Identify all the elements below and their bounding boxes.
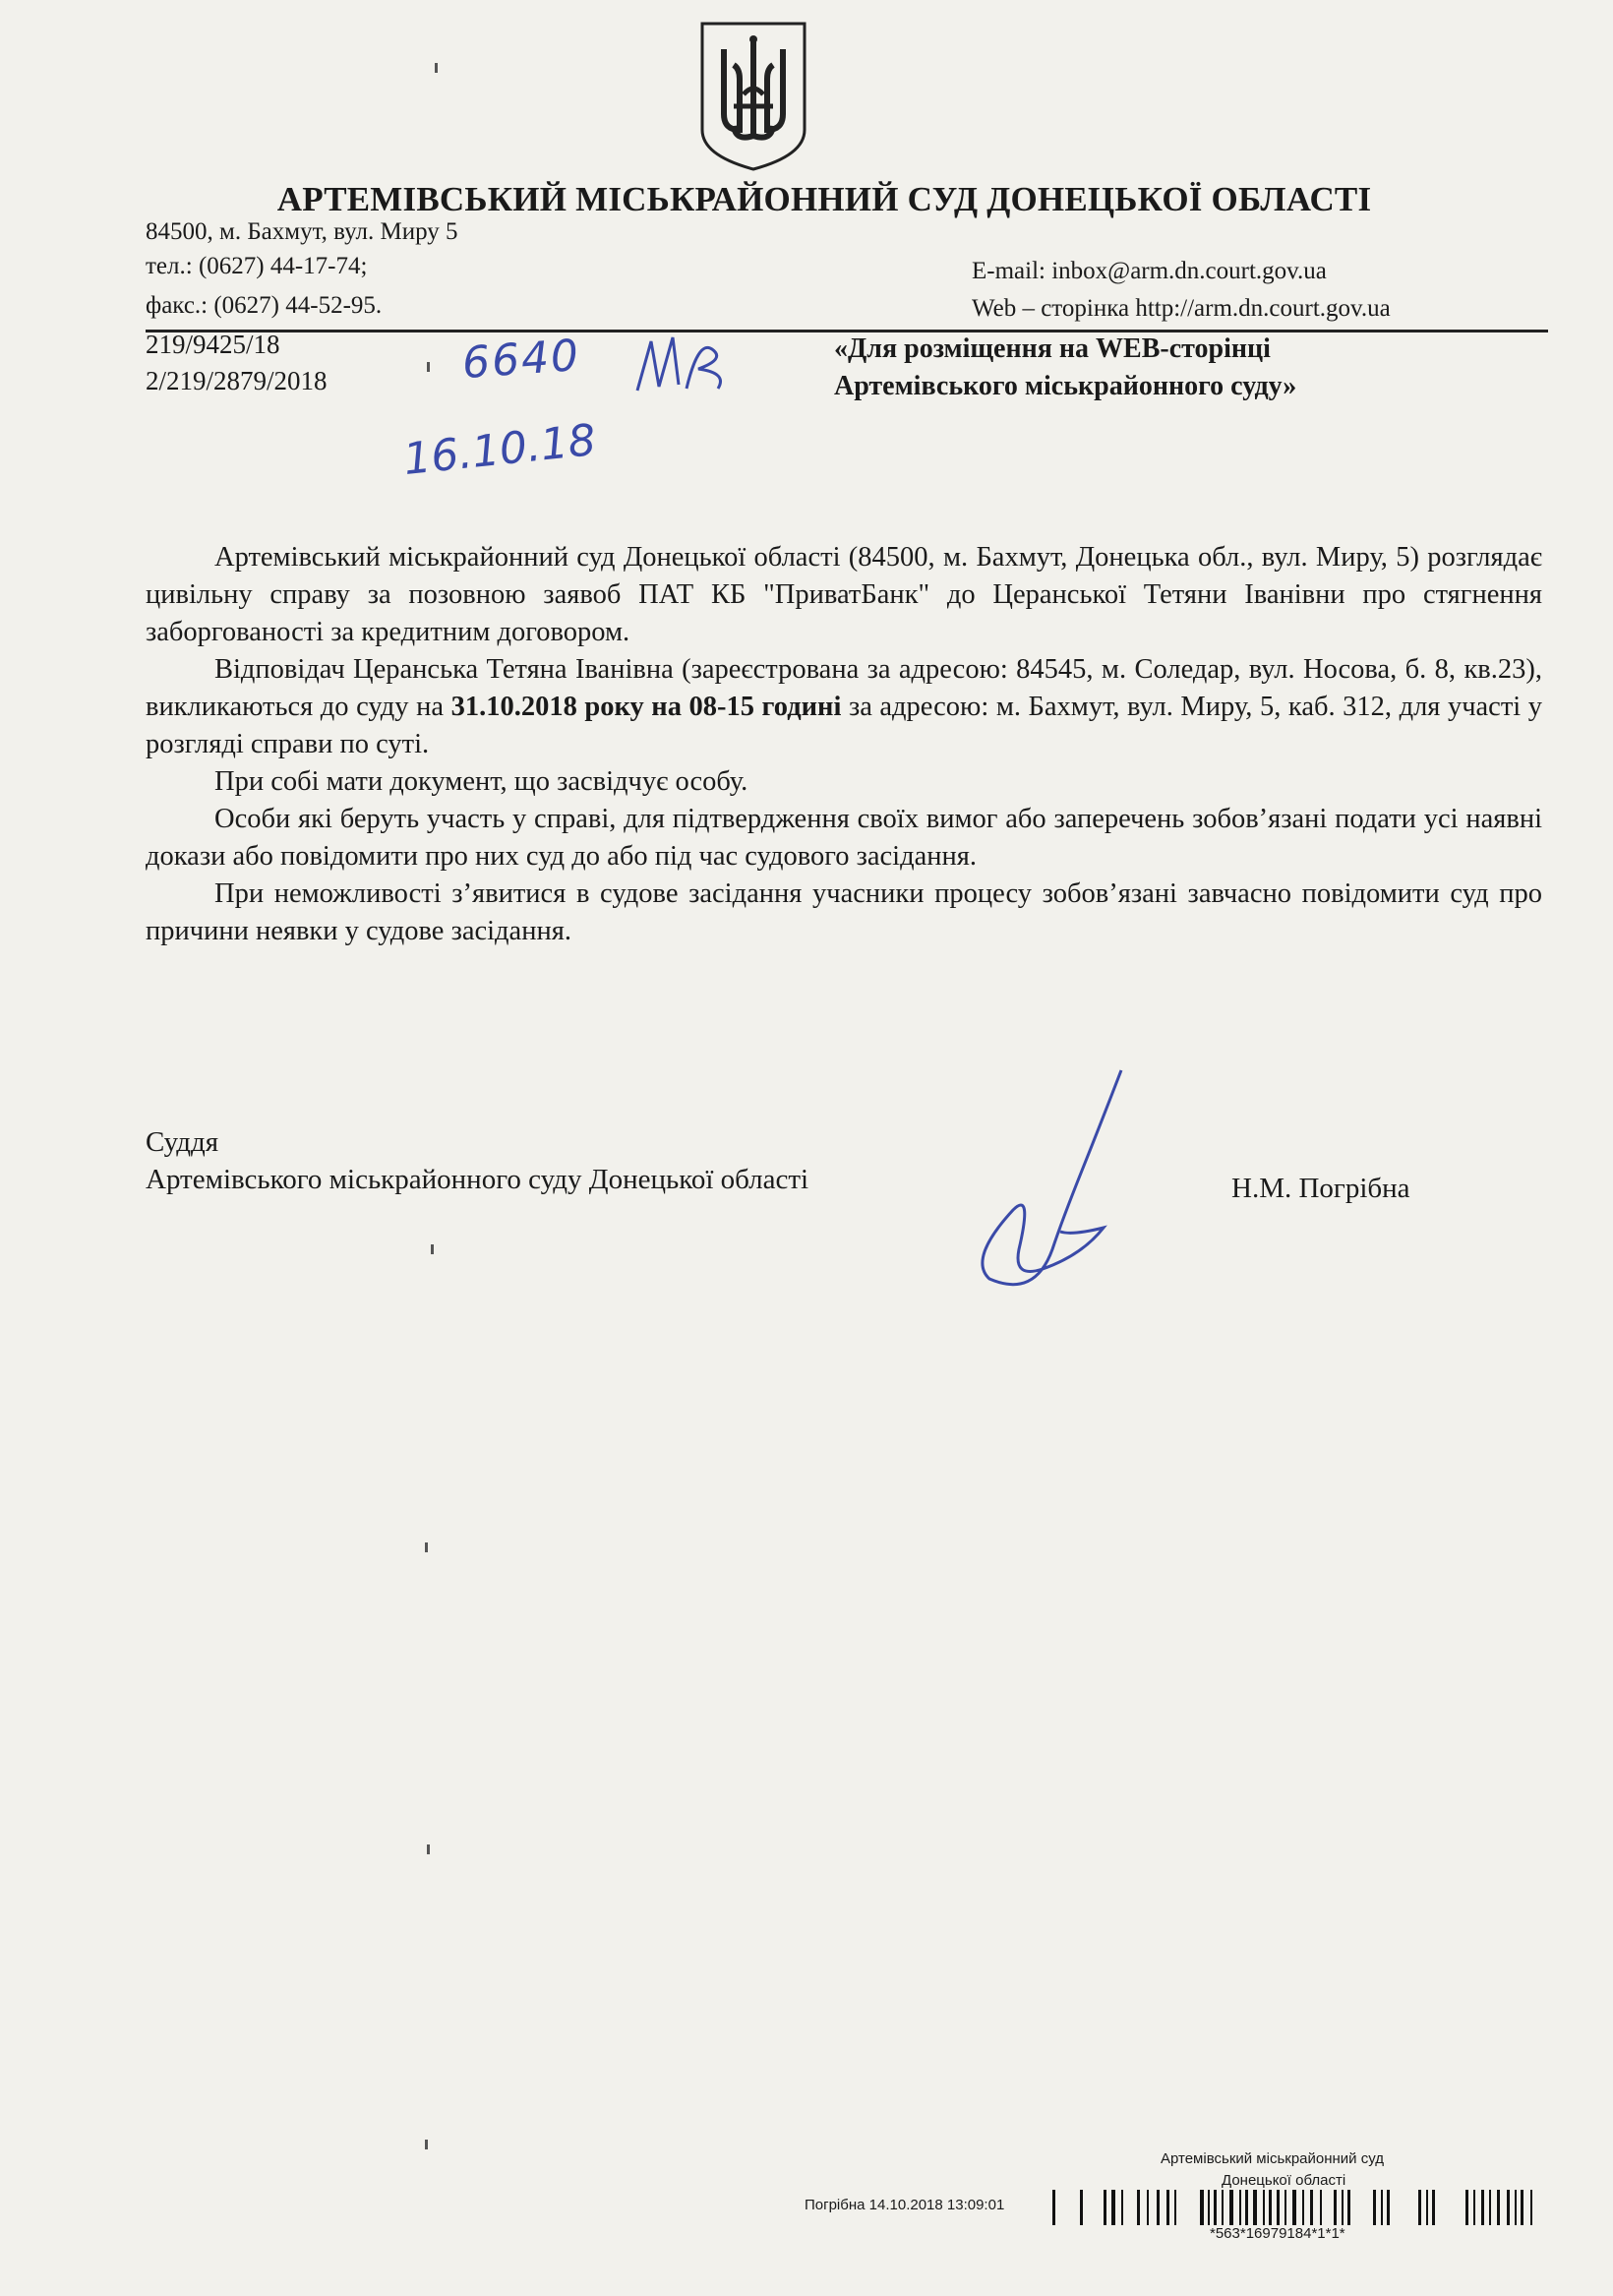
handwritten-initials-icon: [629, 330, 747, 398]
scan-speck: [425, 2140, 428, 2149]
stamp-court: Артемівський міськрайонний суд: [1161, 2150, 1384, 2167]
proceeding-number: 2/219/2879/2018: [146, 366, 328, 395]
body-paragraph-5: При неможливості з’явитися в судове засідання учасники процесу зобов’язані завчасно повідомити суд про причини неявки у судове засідання.: [146, 878, 1542, 946]
judge-title-block: [146, 1123, 808, 1198]
scan-speck: [425, 1542, 428, 1552]
web-publication-label-line-1: «Для розміщення на WEB-сторінці: [834, 333, 1271, 364]
scan-speck: [427, 362, 430, 372]
summons-text: Відповідач Церанська Тетяна Іванівна (зареєстрована за адресою: 84545, м. Соледар, вул. Носова, б. 8, кв.23), викликаються до суду на: [146, 654, 1542, 722]
court-website: Web – сторінка http://arm.dn.court.gov.ua: [972, 295, 1391, 322]
hearing-location: за адресою: м. Бахмут, вул. Миру, 5, каб. 312, для участі у розгляді справи по суті.: [146, 692, 1542, 759]
web-publication-label: [834, 331, 1296, 405]
handwritten-incoming-number: 6640: [460, 330, 582, 390]
coat-of-arms-icon: [694, 20, 812, 172]
notice-body: [146, 539, 1542, 950]
judge-role: Суддя: [146, 1126, 219, 1158]
court-fax: факс.: (0627) 44-52-95.: [146, 292, 383, 319]
court-phone: тел.: (0627) 44-17-74;: [146, 253, 368, 279]
body-paragraph-3: При собі мати документ, що засвідчує особу.: [214, 766, 748, 797]
body-paragraph-4: Особи які беруть участь у справі, для підтвердження своїх вимог або заперечень зобов’язані подати усі наявні докази або повідомити про них суд до або під час судового засідання.: [146, 804, 1542, 872]
handwritten-date: 16.10.18: [400, 414, 599, 486]
hearing-datetime: 31.10.2018 року на 08-15 годині: [450, 692, 842, 722]
judge-court: Артемівського міськрайонного суду Донецької області: [146, 1164, 809, 1195]
case-number: 219/9425/18: [146, 330, 280, 359]
court-address: 84500, м. Бахмут, вул. Миру 5: [146, 218, 458, 245]
body-paragraph-1: Артемівський міськрайонний суд Донецької області (84500, м. Бахмут, Донецька обл., вул. Миру, 5) розглядає цивільну справу за позовною заявоб ПАТ КБ "ПриватБанк" до Церанської Тетяни Іванівни про стягнення заборгованості за кредитним договором.: [146, 542, 1542, 647]
stamp-region: Донецької області: [1222, 2172, 1346, 2189]
stamp-code: *563*16979184*1*1*: [1210, 2225, 1345, 2242]
body-paragraph-2: [146, 651, 1542, 763]
judge-name: Н.М. Погрібна: [1231, 1173, 1410, 1204]
scan-speck: [431, 1244, 434, 1254]
judge-signature-icon: [974, 1062, 1151, 1299]
stamp-datetime: Погрібна 14.10.2018 13:09:01: [805, 2197, 1005, 2213]
web-publication-label-line-2: Артемівського міськрайонного суду»: [834, 371, 1297, 401]
barcode-icon: [1052, 2190, 1544, 2225]
court-title: АРТЕМІВСЬКИЙ МІСЬКРАЙОННИЙ СУД ДОНЕЦЬКОЇ ОБЛАСТІ: [276, 180, 1372, 218]
scan-speck: [435, 63, 438, 73]
court-email: E-mail: inbox@arm.dn.court.gov.ua: [972, 258, 1327, 284]
scan-speck: [427, 1844, 430, 1854]
